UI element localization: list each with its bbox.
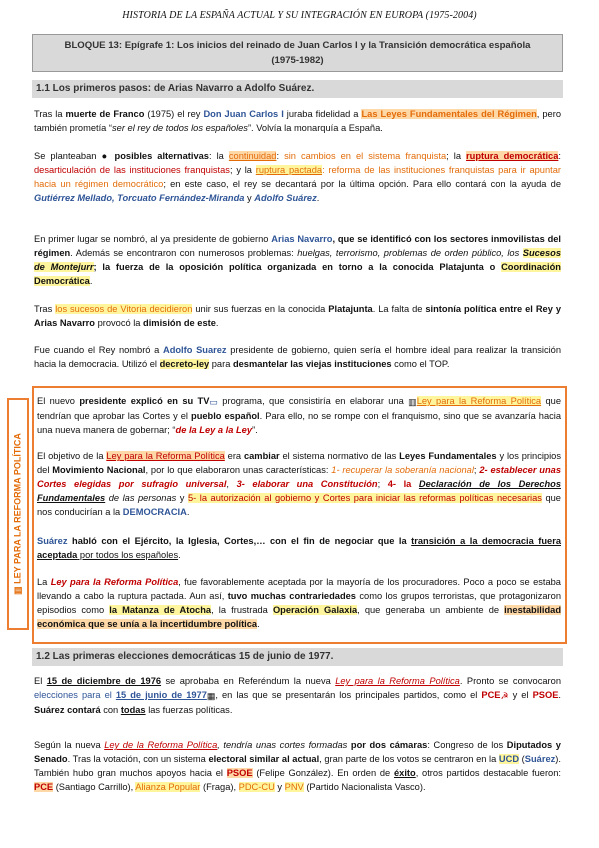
calendar-icon: ▦: [206, 690, 216, 701]
text: y: [244, 193, 255, 203]
psoe: PSOE: [226, 768, 253, 778]
caracteristica-2: 2- establecer unas Cortes elegidas por sufragio universal: [37, 465, 562, 489]
text: Fue cuando el Rey nombró a: [34, 345, 163, 355]
section-heading-1: 1.1 Los primeros pasos: de Arias Navarro a Adolfo Suárez.: [32, 80, 563, 98]
text: .: [257, 619, 260, 629]
text-bold: por dos cámaras: [350, 740, 428, 750]
psoe: PSOE: [532, 690, 559, 700]
text: (: [519, 754, 525, 764]
text: El: [34, 676, 47, 686]
paragraph-9: [37, 575, 561, 631]
text: para: [209, 359, 233, 369]
text: ; en este caso, el rey se decantará por la última opción. Para ello contará con la ayuda de: [163, 179, 561, 189]
pnv: PNV: [284, 782, 304, 792]
text-bold: dimisión de este: [143, 318, 216, 328]
text: programa, que consistiría en elaborar una: [217, 396, 409, 406]
text-blue: elecciones para el: [34, 690, 116, 700]
text-bold: tuvo muchas contrariedades: [227, 591, 356, 601]
text: . Poco a poco se estaba llevando a cabo la ruptura pactada. Aun así,: [37, 577, 561, 601]
platajunta: Platajunta: [328, 304, 373, 314]
tv-icon: ▭: [209, 396, 218, 407]
text-bold: habló con el Ejército, la Iglesia, Cortes,… con el fin de negociar que la: [67, 536, 412, 546]
text: que nos conducirían a la: [37, 493, 561, 517]
transicion: transición a la democracia fuera aceptada: [37, 536, 561, 560]
declaracion-derechos: Declaración de los Derechos Fundamentales: [37, 479, 561, 503]
democracia: DEMOCRACIA: [122, 507, 187, 517]
ley-reforma: Ley de la Reforma Política: [104, 740, 218, 750]
bullet-icon: ●: [101, 151, 115, 161]
date-referendum: 15 de diciembre de 1976: [46, 676, 162, 686]
text: ”.: [252, 424, 258, 435]
text: : la: [208, 151, 229, 161]
text: , pero también prometía “: [34, 109, 561, 133]
text: ,: [226, 479, 237, 489]
text: , por lo que elaboraron unas características:: [145, 465, 332, 475]
text: . Tras la votación, con un sistema: [67, 754, 209, 764]
text-italic: , tendría unas cortes formadas: [217, 740, 351, 750]
caracteristica-1: 1- recuperar la soberanía nacional: [331, 465, 474, 475]
text-bold: presidente explicó en su TV: [79, 396, 210, 406]
paragraph-6: [37, 394, 561, 437]
text: (Felipe González). En orden de: [252, 768, 394, 778]
text-italic: de las personas: [105, 493, 177, 503]
text: .: [316, 193, 320, 203]
text: las fuerzas políticas.: [145, 704, 233, 715]
text: .: [186, 507, 190, 517]
ley-reforma: Ley para la Reforma Política: [335, 676, 460, 686]
text: .: [89, 276, 93, 286]
text: (Fraga),: [200, 782, 239, 792]
text: , fue favorablemente aceptada por la mayoría de los procuradores: [178, 577, 458, 587]
caracteristica-5: 5- la autorización al gobierno y Cortes para iniciar las reformas políticas necesarias: [187, 493, 542, 503]
text: (1975) el rey: [144, 109, 204, 119]
text-bold: cambiar: [243, 451, 280, 461]
book-icon: ▥: [408, 396, 417, 407]
alianza-popular: Alianza Popular: [135, 782, 201, 792]
text-italic: huelgas, terrorismo, problemas de orden público, los: [297, 248, 523, 258]
text: con: [100, 704, 121, 715]
text: y los principios del: [37, 451, 561, 475]
hammer-sickle-icon: ☭: [500, 690, 509, 701]
text-orange: : reforma de las instituciones franquistas para ir apuntar hacia un régimen democrático: [34, 165, 561, 189]
text: El objetivo de la: [37, 451, 107, 461]
quote: ser el rey de todos los españoles: [112, 123, 248, 133]
matanza-atocha: la Matanza de Atocha: [109, 605, 212, 615]
text-bold: Suárez contará: [34, 704, 101, 715]
pdc-cu: PDC-CU: [238, 782, 275, 792]
decreto-ley: decreto-ley: [159, 359, 210, 369]
text-red: desarticulación de las instituciones franquistas: [34, 165, 230, 175]
text: se aprobaba en Referéndum la nueva: [161, 676, 336, 686]
text: . Además se encontraron con numerosos problemas:: [70, 248, 298, 258]
book-icon: ▥: [12, 583, 23, 595]
text-bold: éxito: [394, 768, 416, 778]
text: (Partido Nacionalista Vasco).: [303, 782, 426, 792]
text: Según la nueva: [34, 740, 105, 750]
date-elecciones: 15 de junio de 1977: [115, 690, 207, 700]
continuidad: continuidad: [228, 151, 277, 161]
inestabilidad: inestabilidad económica que se unía a la incertidumbre política: [37, 605, 561, 629]
ucd: UCD: [498, 754, 520, 764]
text-bold: Movimiento Nacional: [52, 465, 146, 475]
text: :: [276, 151, 285, 161]
text-bold: Diputados y Senado: [34, 740, 561, 764]
caracteristica-3: 3- elaborar una Constitución: [236, 479, 378, 489]
text: el sistema normativo de las: [279, 451, 400, 461]
paragraph-11: [34, 738, 561, 794]
text: (Santiago Carrillo),: [53, 782, 136, 792]
text-bold: posibles alternativas: [114, 151, 209, 161]
text-orange: sin cambios en el sistema franquista: [284, 151, 447, 161]
text: como los grupos terroristas, que protagonizaron episodios como: [37, 591, 561, 615]
text-bold: pueblo español: [191, 410, 260, 421]
adolfo-suarez: Adolfo Suarez: [162, 345, 227, 355]
ley-reforma: Ley para la Reforma Política: [106, 451, 225, 461]
paragraph-1: [34, 107, 561, 135]
text: Se planteaban: [34, 151, 102, 161]
text: . Para ello, no se rompe con el franquismo, sino que se avanzaría hacia una nueva manera de gobernar; “: [37, 410, 562, 435]
text: Tras: [34, 304, 56, 314]
block-title-line2: (1975-1982): [271, 55, 324, 66]
text-bold: todas: [120, 704, 146, 715]
montejurra: Sucesos de Montejurr: [34, 248, 561, 272]
text: ;: [473, 465, 480, 475]
suarez: Suárez: [37, 536, 68, 546]
ley-reforma: Ley para la Reforma Política: [50, 577, 179, 587]
leyes-fundamentales: Las Leyes Fundamentales del Régimen: [361, 109, 537, 119]
text-bold: desmantelar las viejas instituciones: [232, 359, 392, 369]
caracteristica-4: 4- la: [387, 479, 419, 489]
paragraph-4: [34, 302, 561, 330]
paragraph-3: [34, 232, 561, 288]
ley-reforma: Ley para la Reforma Política: [416, 396, 542, 406]
pce: PCE: [34, 782, 54, 792]
text: . Pronto se convocaron: [459, 676, 561, 686]
ruptura-democratica: ruptura democrática: [466, 151, 559, 161]
text: ;: [377, 479, 388, 489]
section-heading-2: 1.2 Las primeras elecciones democráticas 15 de junio de 1977.: [32, 648, 563, 666]
text: ; la: [446, 151, 467, 161]
operacion-galaxia: Operación Galaxia: [272, 605, 358, 615]
text: , la frustrada: [211, 605, 273, 615]
text: .: [558, 690, 561, 700]
text: ”. Volvía la monarquía a España.: [247, 123, 383, 133]
paragraph-10: [34, 674, 561, 717]
text: , que generaba un ambiente de: [357, 605, 505, 615]
page-header: HISTORIA DE LA ESPAÑA ACTUAL Y SU INTEGRACIÓN EN EUROPA (1975-2004): [122, 10, 477, 21]
suarez: Suárez: [524, 754, 556, 764]
text: La: [37, 577, 51, 587]
text: .: [215, 318, 219, 328]
arias-navarro: Arias Navarro: [271, 234, 333, 244]
names: Adolfo Suárez: [254, 193, 317, 203]
text-bold: muerte de Franco: [65, 109, 145, 119]
text-bold: ; la fuerza de la oposición política organizada en torno a la conocida Platajunta o: [93, 262, 502, 272]
text: presidente de gobierno, quien sería el hombre ideal para realizar la transición hacia la democracia. Utilizó el: [34, 345, 562, 369]
text: y: [274, 782, 285, 792]
text: , en las que se presentarán los principales partidos, como el: [215, 690, 482, 700]
text: unir sus fuerzas en la conocida: [192, 304, 329, 314]
text: , otros partidos destacable fueron:: [415, 768, 561, 778]
text: ; y la: [229, 165, 256, 175]
text: El nuevo: [37, 396, 80, 406]
paragraph-2: [34, 149, 561, 205]
text: En primer lugar se nombró, al ya presidente de gobierno: [34, 234, 272, 244]
text: ). También hubo gran muchos apoyos hacia el: [34, 754, 561, 778]
text: : Congreso de los: [427, 740, 507, 750]
text: :: [558, 151, 561, 161]
pce: PCE: [481, 690, 501, 700]
text-bold: Leyes Fundamentales: [399, 451, 497, 461]
vitoria: los sucesos de Vitoria decidieron: [55, 304, 193, 314]
block-title-line1: BLOQUE 13: Epígrafe 1: Los inicios del reinado de Juan Carlos I y la Transición democrática española: [64, 40, 531, 51]
side-tab: [7, 398, 29, 630]
text: como el TOP.: [391, 359, 450, 369]
side-tab-label: [13, 433, 24, 595]
coordinacion-democratica: Coordinación Democrática: [34, 262, 561, 286]
text-bold: sintonía política entre el Rey y Arias Navarro: [34, 304, 561, 328]
text: , gran parte de los votos se centraron en la: [319, 754, 499, 764]
text: y: [176, 493, 188, 503]
side-tab-text: LEY PARA LA REFORMA POLÍTICA: [12, 433, 23, 584]
text: juraba fidelidad a: [283, 109, 362, 119]
text: y el: [508, 690, 533, 700]
text: provocó la: [94, 318, 144, 328]
block-title-box: [32, 34, 563, 72]
ruptura-pactada: ruptura pactada: [255, 165, 323, 175]
ley-a-ley: de la Ley a la Ley: [175, 424, 252, 435]
paragraph-8: [37, 534, 561, 562]
text: . La falta de: [372, 304, 426, 314]
text: .: [178, 550, 181, 560]
text: Tras la: [34, 109, 66, 119]
text-underline: por todos los españoles: [77, 550, 179, 560]
paragraph-5: [34, 343, 561, 371]
text: era: [224, 451, 244, 461]
names: Gutiérrez Mellado, Torcuato Fernández-Miranda: [34, 193, 245, 203]
text-bold: electoral similar al actual: [208, 754, 320, 764]
text: que tendrían que aprobar las Cortes y el: [37, 396, 561, 421]
text-bold: , que se identificó con los sectores inmovilistas del régimen: [34, 234, 562, 258]
paragraph-7: [37, 449, 561, 519]
king-name: Don Juan Carlos I: [203, 109, 284, 119]
